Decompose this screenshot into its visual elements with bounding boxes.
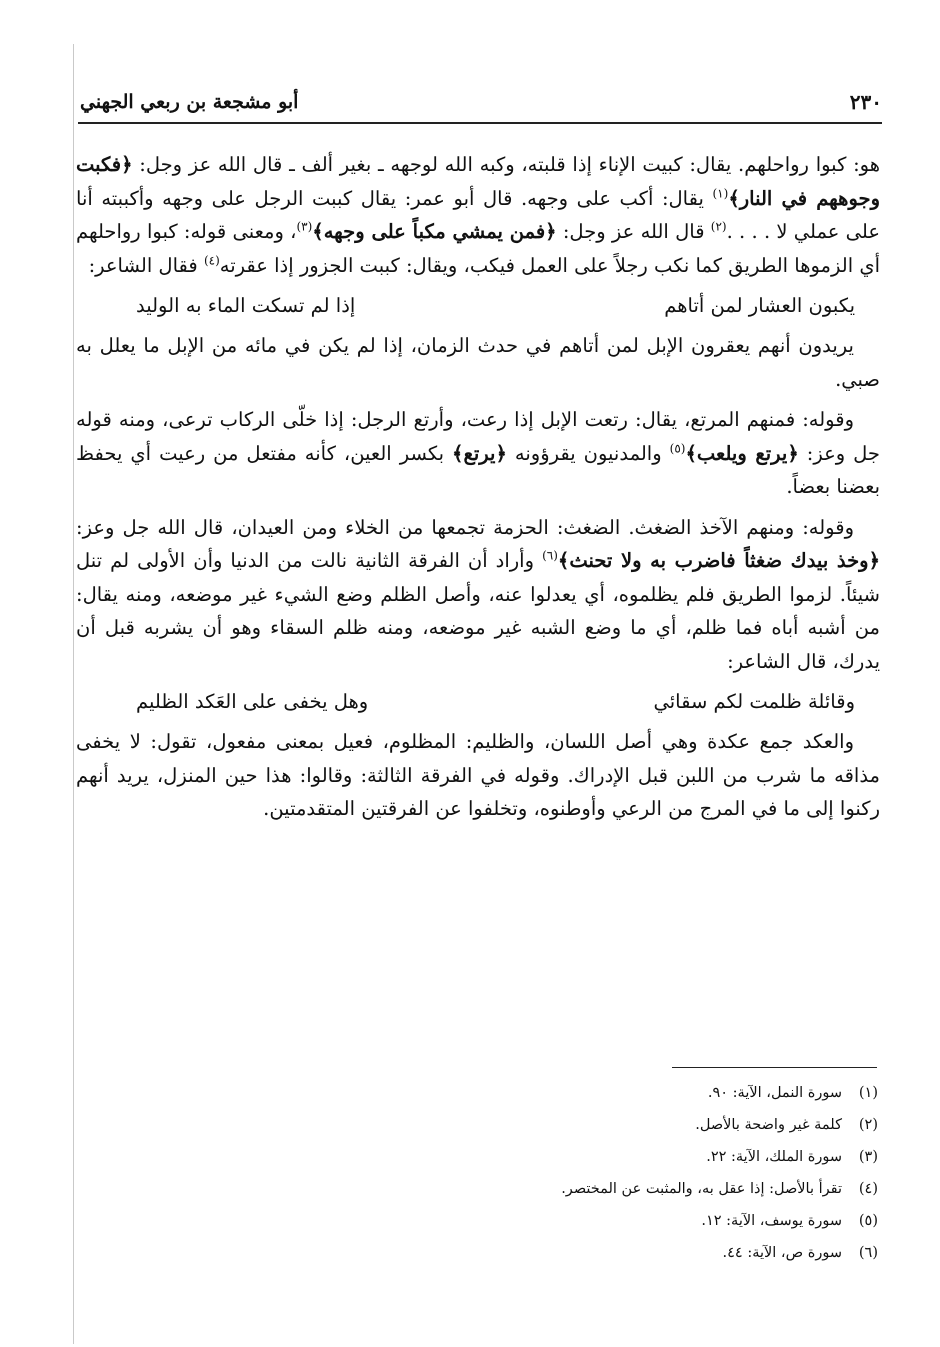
quran-quote: ﴿يرتع ويلعب﴾ — [685, 441, 799, 465]
verse-second-hemistich: وهل يخفى على العَكد الظليم — [136, 690, 369, 713]
paragraph-1: هو: كبوا رواحلهم. يقال: كبيت الإناء إذا قلبته، وكبه الله لوجهه ـ بغير ألف ـ قال الله عز وجل: ﴿فكبت وجوههم في النار﴾$^{(١)}$ يقال: أكب على وجهه. قال أبو عمر: يقال كببت الرجل على وجهه وأكببته أنا على عملي لا . . . .$^{(٢)}$ قال الله عز وجل: ﴿فمن يمشي مكباً على وجهه﴾$^{(٣)}$، ومعنى قوله: كبوا رواحلهم أي الزموها الطريق كما نكب رجلاً على العمل فيكب، ويقال: كببت الجزور إذا عقرته$^{(٤)}$ فقال الشاعر: — [76, 153, 881, 277]
footnote-text: سورة ص، الآية: ٤٤. — [722, 1245, 842, 1261]
quran-quote: ﴿يرتع﴾ — [452, 441, 507, 465]
footnotes — [358, 1077, 878, 1269]
quran-quote: ﴿فمن يمشي مكباً على وجهه﴾ — [312, 220, 557, 243]
footnote-ref-4: (٤) — [203, 253, 220, 267]
footnote-text: سورة يوسف، الآية: ١٢. — [701, 1213, 842, 1229]
footnote-text: كلمة غير واضحة بالأصل. — [695, 1117, 842, 1133]
footnote-ref-5: (٥) — [669, 441, 686, 455]
verse-first-hemistich: وقائلة ظلمت لكم سقائي — [653, 690, 855, 713]
footnote-number: (٥) — [858, 1213, 878, 1229]
footnote-item — [358, 1109, 878, 1141]
footnote-item — [358, 1077, 878, 1109]
footnote-number: (٤) — [858, 1181, 878, 1197]
verse-1 — [76, 289, 880, 323]
footnote-item — [358, 1141, 878, 1173]
footnote-number: (٢) — [858, 1117, 878, 1133]
footnote-item — [358, 1173, 878, 1205]
footnote-number: (١) — [858, 1085, 878, 1101]
footnote-ref-2: (٢) — [710, 219, 727, 234]
header-rule — [78, 122, 882, 124]
footnote-rule — [672, 1067, 877, 1068]
footnote-ref-1: (١) — [712, 186, 729, 200]
scan-margin-line — [73, 44, 74, 1344]
footnote-number: (٦) — [858, 1245, 878, 1261]
quran-quote: ﴿فكبت وجوههم في النار﴾ — [76, 153, 881, 210]
footnote-number: (٣) — [858, 1149, 878, 1165]
footnote-item — [358, 1237, 878, 1269]
verse-first-hemistich: يكبون العشار لمن أتاهم — [664, 294, 855, 317]
body-text — [76, 148, 880, 833]
page-header — [80, 82, 882, 122]
footnote-text: سورة الملك، الآية: ٢٢. — [706, 1149, 842, 1165]
page-number: ٢٣٠ — [849, 90, 882, 114]
footnote-text: تقرأ بالأصل: إذا عقل به، والمثبت عن المختصر. — [561, 1181, 842, 1197]
paragraph-3: وقوله: فمنهم المرتع، يقال: رتعت الإبل إذا رعت، وأرتع الرجل: إذا خلّى الركاب ترعى، ومنه قوله جل وعز: ﴿يرتع ويلعب﴾$^{(٥)}$ والمدنيون يقرؤونه ﴿يرتع﴾ بكسر العين، كأنه مفتعل من رعيت أي يحفظ بعضنا بعضاً. — [76, 408, 880, 498]
paragraph-2: يريدون أنهم يعقرون الإبل لمن أتاهم في حدث الزمان، إذا لم يكن في مائه من الإبل ما يعلل به صبي. — [76, 334, 880, 391]
footnote-item — [358, 1205, 878, 1237]
quran-quote: ﴿وخذ بيدك ضغثاً فاضرب به ولا تحنث﴾ — [557, 549, 880, 572]
footnote-ref-6: (٦) — [542, 548, 558, 563]
footnote-ref-3: (٣) — [296, 219, 313, 234]
paragraph-4: وقوله: ومنهم الآخذ الضغث. الضغث: الحزمة تجمعها من الخلاء ومن العيدان، قال الله جل وعز: ﴿وخذ بيدك ضغثاً فاضرب به ولا تحنث﴾$^{(٦)}$ وأراد أن الفرقة الثانية نالت من الدنيا وأن الأولى لم تنل شيئاً. لزموا الطريق فلم يظلموه، أي يعدلوا عنه، وأصل الظلم وضع الشيء غير موضعه، ومنه يقال: من أشبه أباه فما ظلم، أي ما وضع الشبه غير موضعه، ومنه ظلم السقاء وهو أن يشربه قبل أن يدرك، قال الشاعر: — [76, 515, 880, 673]
footnote-text: سورة النمل، الآية: ٩٠. — [707, 1085, 842, 1101]
verse-2 — [76, 685, 880, 719]
verse-second-hemistich: إذا لم تسكت الماء به الوليد — [136, 294, 356, 317]
paragraph-5: والعكد جمع عكدة وهي أصل اللسان، والظليم: المظلوم، فعيل بمعنى مفعول، تقول: لا يخفى مذاقه ما شرب من اللبن قبل الإدراك. وقوله في الفرقة الثالثة: وقالوا: هذا حين المنزل، يريد أنهم ركنوا إلى ما في المرج من الرعي وأوطنوه، وتخلفوا عن الفرقتين المتقدمتين. — [76, 730, 880, 820]
running-title: أبو مشجعة بن ربعي الجهني — [80, 91, 299, 113]
